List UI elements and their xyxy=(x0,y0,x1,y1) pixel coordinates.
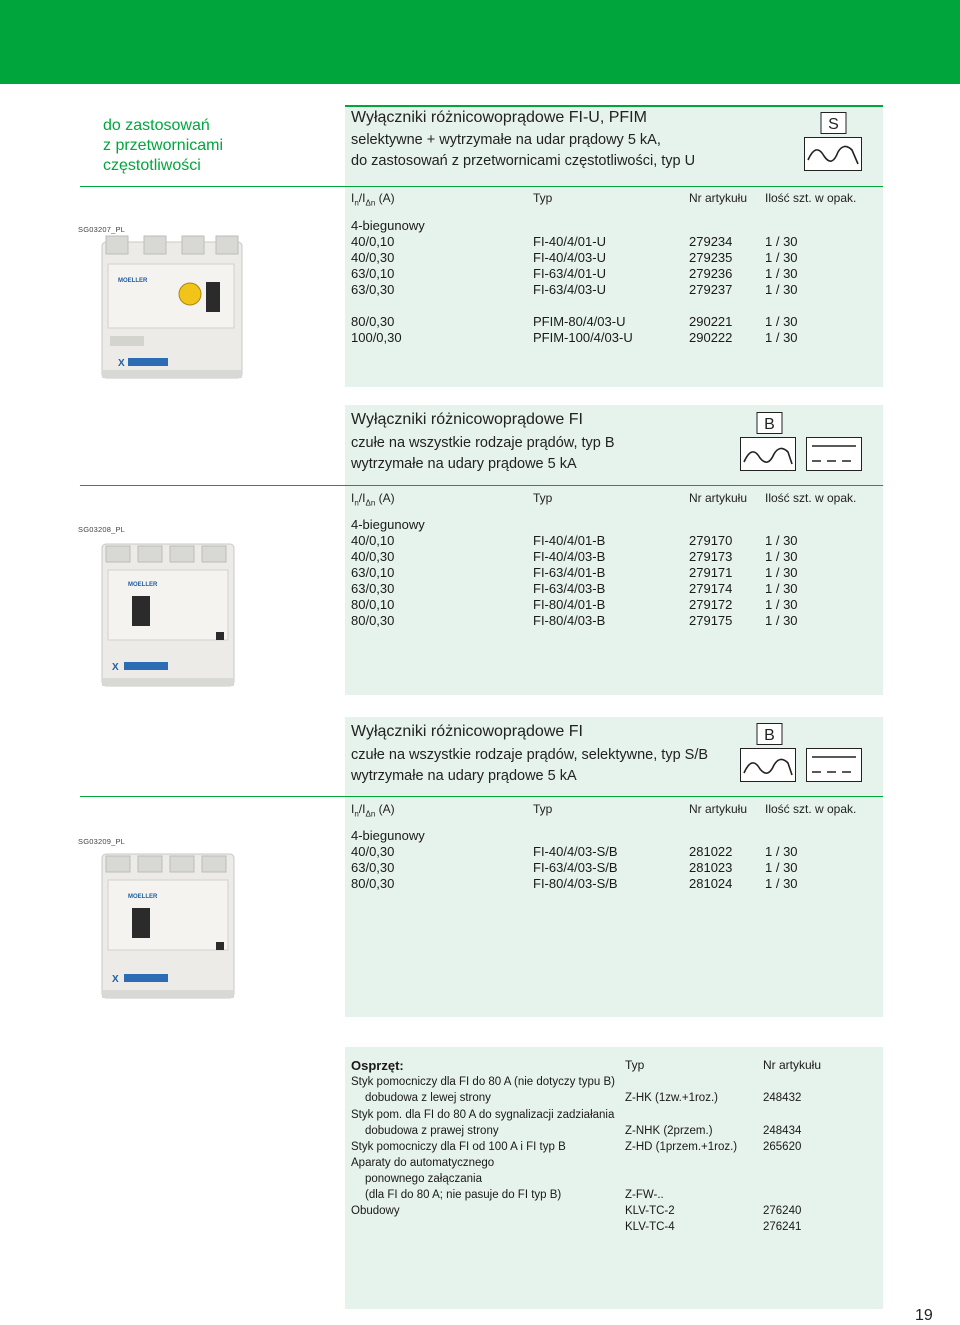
table-row: 80/0,10 FI-80/4/01-B 279172 1 / 30 xyxy=(351,597,798,612)
col-head-current: $I_n/I_{\Delta n}$ (A) xyxy=(351,802,395,819)
col-head-type: Typ xyxy=(533,802,553,816)
photo-code: SG03207_PL xyxy=(78,225,126,234)
accessory-row: KLV-TC-4 276241 xyxy=(625,1221,802,1233)
col-head-article: Nr artykułu xyxy=(689,191,748,205)
symbol-letter: B xyxy=(764,416,775,433)
table-row: 63/0,10 FI-63/4/01-B 279171 1 / 30 xyxy=(351,565,798,580)
table-row: 80/0,30 PFIM-80/4/03-U 290221 1 / 30 xyxy=(351,314,798,329)
side-title-line: częstotliwości xyxy=(103,157,201,174)
accessories-panel xyxy=(345,1047,883,1309)
side-title-line: do zastosowań xyxy=(103,117,210,134)
accessory-row: Aparaty do automatycznego xyxy=(351,1157,495,1169)
table-row: 40/0,30 FI-40/4/03-B 279173 1 / 30 xyxy=(351,549,798,564)
svg-text:X: X xyxy=(112,974,119,985)
accessories-article-header: Nr artykułu xyxy=(763,1058,822,1072)
table-row: 63/0,30 FI-63/4/03-U 279237 1 / 30 xyxy=(351,282,798,297)
table-row: 63/0,10 FI-63/4/01-U 279236 1 / 30 xyxy=(351,266,798,281)
symbol-letter: S xyxy=(828,116,839,133)
section-subtitle: selektywne + wytrzymałe na udar prądowy 5 kA, xyxy=(351,132,661,148)
table-row: 80/0,30 FI-80/4/03-B 279175 1 / 30 xyxy=(351,613,798,628)
section-title: Wyłączniki różnicowoprądowe FI-U, PFIM xyxy=(351,109,647,126)
accessory-row: ponownego załączania xyxy=(365,1173,483,1185)
col-head-current: $I_n/I_{\Delta n}$ (A) xyxy=(351,491,395,508)
svg-text:X: X xyxy=(112,662,119,673)
table-row: 63/0,30 FI-63/4/03-B 279174 1 / 30 xyxy=(351,581,798,596)
group-label: 4-biegunowy xyxy=(351,517,425,532)
section-subtitle: do zastosowań z przetwornicami częstotliwości, typ U xyxy=(351,153,696,169)
device-brand-label: MOELLER xyxy=(128,582,158,588)
table-row: 40/0,30 FI-40/4/03-U 279235 1 / 30 xyxy=(351,250,798,265)
section-subtitle: czułe na wszystkie rodzaje prądów, typ B xyxy=(351,435,615,451)
section-fi-u-panel xyxy=(345,105,883,387)
col-head-type: Typ xyxy=(533,191,553,205)
side-title-line: z przetwornicami xyxy=(103,137,224,154)
accessory-row: Styk pomocniczy dla FI do 80 A (nie dotyczy typu B) xyxy=(351,1076,615,1088)
accessory-row: dobudowa z prawej strony Z-NHK (2przem.) 248434 xyxy=(365,1125,802,1137)
section-title: Wyłączniki różnicowoprądowe FI xyxy=(351,411,583,428)
accessory-row: Obudowy KLV-TC-2 276240 xyxy=(351,1205,802,1217)
side-title xyxy=(103,116,303,176)
table-row: 40/0,10 FI-40/4/01-U 279234 1 / 30 xyxy=(351,234,798,249)
col-head-qty: Ilość szt. w opak. xyxy=(765,191,857,205)
header-rule xyxy=(80,186,883,187)
section-top-rule xyxy=(345,105,883,107)
col-head-article: Nr artykułu xyxy=(689,802,748,816)
col-head-current: $I_n/I_{\Delta n}$ (A) xyxy=(351,191,395,208)
header-rule xyxy=(80,485,883,486)
header-rule xyxy=(80,796,883,797)
accessories-title: Osprzęt: xyxy=(351,1058,404,1073)
accessory-row: Styk pom. dla FI do 80 A do sygnalizacji zadziałania xyxy=(351,1109,615,1121)
accessories-type-header: Typ xyxy=(625,1058,645,1072)
type-s-symbol-icon xyxy=(804,112,862,172)
table-row: 100/0,30 PFIM-100/4/03-U 290222 1 / 30 xyxy=(351,330,798,345)
svg-text:X: X xyxy=(118,358,125,369)
col-head-article: Nr artykułu xyxy=(689,491,748,505)
top-green-bar xyxy=(0,0,960,84)
table-row: 63/0,30 FI-63/4/03-S/B 281023 1 / 30 xyxy=(351,860,798,875)
section-subtitle: czułe na wszystkie rodzaje prądów, selektywne, typ S/B xyxy=(351,747,709,763)
col-head-qty: Ilość szt. w opak. xyxy=(765,491,857,505)
device-photo-fi-b xyxy=(98,540,238,690)
section-title: Wyłączniki różnicowoprądowe FI xyxy=(351,723,583,740)
group-label: 4-biegunowy xyxy=(351,828,425,843)
photo-code: SG03209_PL xyxy=(78,837,126,846)
col-head-qty: Ilość szt. w opak. xyxy=(765,802,857,816)
table-row: 40/0,10 FI-40/4/01-B 279170 1 / 30 xyxy=(351,533,798,548)
section-subtitle: wytrzymałe na udary prądowe 5 kA xyxy=(351,456,577,472)
device-photo-fi-u xyxy=(98,234,246,382)
accessory-row: dobudowa z lewej strony Z-HK (1zw.+1roz.) 248432 xyxy=(365,1092,802,1104)
photo-code: SG03208_PL xyxy=(78,525,126,534)
page-number: 19 xyxy=(915,1307,933,1324)
device-brand-label: MOELLER xyxy=(128,894,158,900)
table-row: 80/0,30 FI-80/4/03-S/B 281024 1 / 30 xyxy=(351,876,798,891)
col-head-type: Typ xyxy=(533,491,553,505)
accessory-row: Styk pomocniczy dla FI od 100 A i FI typ B Z-HD (1przem.+1roz.) 265620 xyxy=(351,1141,802,1153)
section-subtitle: wytrzymałe na udary prądowe 5 kA xyxy=(351,768,577,784)
device-brand-label: MOELLER xyxy=(118,278,148,284)
symbol-letter: B xyxy=(764,727,775,744)
type-b-symbol-icon xyxy=(740,723,864,783)
table-row: 40/0,30 FI-40/4/03-S/B 281022 1 / 30 xyxy=(351,844,798,859)
group-label: 4-biegunowy xyxy=(351,218,425,233)
device-photo-fi-sb xyxy=(98,850,238,1002)
type-b-symbol-icon xyxy=(740,412,864,472)
accessory-row: (dla FI do 80 A; nie pasuje do FI typ B) Z-FW-.. xyxy=(365,1189,664,1201)
